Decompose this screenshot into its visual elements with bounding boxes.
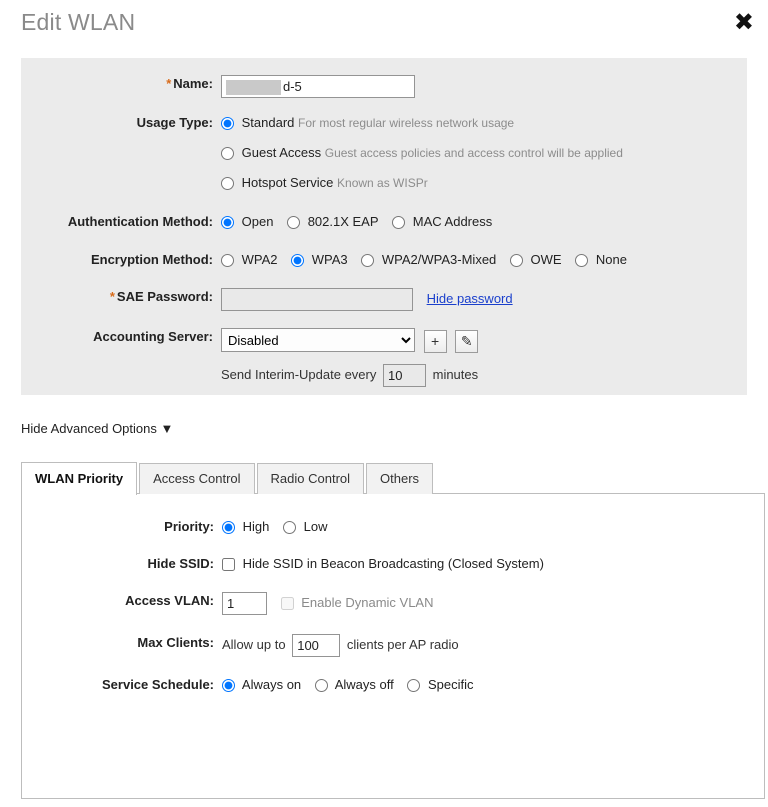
priority-low[interactable]	[283, 518, 327, 536]
hide-ssid-checkbox-label: Hide SSID in Beacon Broadcasting (Closed System)	[242, 556, 544, 571]
auth-open[interactable]	[221, 213, 273, 231]
service-schedule-row	[22, 676, 764, 694]
hide-ssid-checkbox-item[interactable]	[222, 555, 544, 573]
sae-password-row	[22, 288, 746, 311]
priority-low-label: Low	[303, 519, 328, 534]
tab-others[interactable]: Others	[366, 463, 433, 494]
encryption-method-row	[22, 251, 746, 269]
name-input[interactable]	[221, 75, 415, 98]
enable-dynamic-vlan-item[interactable]	[281, 594, 434, 612]
enc-wpa3-label: WPA3	[311, 252, 348, 267]
auth-8021x-eap-label: 802.1X EAP	[307, 214, 379, 229]
enc-owe-label: OWE	[530, 252, 562, 267]
usage-type-guest-access-hint: Guest access policies and access control will be applied	[324, 146, 623, 160]
service-schedule-always-on-label: Always on	[241, 677, 302, 692]
enc-none-label: None	[595, 252, 627, 267]
hide-password-link[interactable]: Hide password	[426, 290, 513, 306]
hide-ssid-row	[22, 555, 764, 573]
usage-type-hotspot-service[interactable]	[221, 174, 428, 192]
enc-none[interactable]	[575, 251, 627, 269]
page-title: Edit WLAN	[21, 9, 136, 35]
enc-none-radio[interactable]	[575, 254, 588, 267]
chevron-down-icon: ▼	[160, 421, 174, 436]
hide-ssid-label: Hide SSID:	[147, 556, 214, 571]
advanced-tabs	[21, 461, 765, 799]
access-vlan-input[interactable]	[222, 592, 267, 615]
name-input-value: d-5	[283, 79, 302, 94]
interim-update-prefix: Send Interim-Update every	[221, 366, 377, 382]
tab-panel-wlan-priority	[21, 493, 765, 799]
required-marker: *	[166, 76, 172, 91]
hide-advanced-options-label: Hide Advanced Options	[21, 421, 157, 436]
access-vlan-label: Access VLAN:	[125, 593, 214, 608]
enc-wpa3-radio[interactable]	[291, 254, 304, 267]
interim-update-input[interactable]	[383, 364, 426, 387]
usage-type-standard-radio[interactable]	[221, 117, 234, 130]
max-clients-suffix: clients per AP radio	[346, 636, 459, 652]
accounting-server-select[interactable]	[221, 328, 415, 352]
service-schedule-specific-label: Specific	[427, 677, 474, 692]
auth-open-radio[interactable]	[221, 216, 234, 229]
service-schedule-always-on-radio[interactable]	[222, 679, 235, 692]
tab-radio-control[interactable]: Radio Control	[257, 463, 365, 494]
sae-password-input[interactable]	[221, 288, 413, 311]
accounting-server-row	[22, 328, 746, 387]
authentication-method-row	[22, 213, 746, 231]
hide-advanced-options-toggle[interactable]	[21, 421, 173, 436]
tab-wlan-priority[interactable]: WLAN Priority	[21, 462, 137, 495]
enc-wpa2-label: WPA2	[241, 252, 278, 267]
enc-owe[interactable]	[510, 251, 562, 269]
enable-dynamic-vlan-checkbox[interactable]	[281, 597, 294, 610]
priority-high[interactable]	[222, 518, 269, 536]
usage-type-standard-hint: For most regular wireless network usage	[298, 116, 515, 130]
dialog-header	[0, 0, 768, 48]
max-clients-row	[22, 634, 764, 657]
max-clients-input[interactable]	[292, 634, 340, 657]
enc-wpa3[interactable]	[291, 251, 348, 269]
usage-type-guest-access-label: Guest Access	[241, 145, 322, 160]
edit-accounting-server-button[interactable]: ✎	[455, 330, 478, 353]
encryption-method-label: Encryption Method:	[90, 252, 213, 267]
required-marker: *	[109, 289, 115, 304]
name-row	[22, 75, 746, 98]
service-schedule-specific[interactable]	[407, 676, 473, 694]
enc-wpa2-wpa3-mixed[interactable]	[361, 251, 496, 269]
usage-type-hotspot-service-label: Hotspot Service	[241, 175, 334, 190]
access-vlan-row	[22, 592, 764, 615]
service-schedule-always-off-radio[interactable]	[315, 679, 328, 692]
service-schedule-always-on[interactable]	[222, 676, 301, 694]
enc-wpa2-radio[interactable]	[221, 254, 234, 267]
hide-ssid-checkbox[interactable]	[222, 558, 235, 571]
auth-mac-address-radio[interactable]	[392, 216, 405, 229]
tabstrip	[21, 461, 765, 494]
close-icon[interactable]: ✖	[733, 8, 754, 36]
sae-password-label: * SAE Password:	[109, 289, 213, 304]
priority-high-label: High	[242, 519, 270, 534]
max-clients-prefix: Allow up to	[222, 636, 286, 652]
enable-dynamic-vlan-label: Enable Dynamic VLAN	[301, 594, 434, 610]
max-clients-label: Max Clients:	[137, 635, 214, 650]
usage-type-hotspot-service-hint: Known as WISPr	[337, 176, 428, 190]
usage-type-hotspot-service-radio[interactable]	[221, 177, 234, 190]
priority-low-radio[interactable]	[283, 521, 296, 534]
priority-label: Priority:	[164, 519, 214, 534]
usage-type-row	[22, 114, 746, 192]
enc-wpa2[interactable]	[221, 251, 278, 269]
service-schedule-always-off-label: Always off	[334, 677, 394, 692]
auth-mac-address[interactable]	[392, 213, 492, 231]
usage-type-guest-access[interactable]	[221, 144, 623, 162]
accounting-server-label: Accounting Server:	[93, 329, 213, 344]
enc-wpa2-wpa3-mixed-radio[interactable]	[361, 254, 374, 267]
usage-type-standard[interactable]	[221, 114, 514, 132]
basic-settings-panel	[21, 58, 747, 395]
service-schedule-always-off[interactable]	[315, 676, 394, 694]
enc-owe-radio[interactable]	[510, 254, 523, 267]
usage-type-standard-label: Standard	[241, 115, 295, 130]
auth-8021x-eap-radio[interactable]	[287, 216, 300, 229]
authentication-method-label: Authentication Method:	[67, 214, 213, 229]
add-accounting-server-button[interactable]: +	[424, 330, 447, 353]
priority-row	[22, 518, 764, 536]
service-schedule-label: Service Schedule:	[102, 677, 214, 692]
enc-wpa2-wpa3-mixed-label: WPA2/WPA3-Mixed	[381, 252, 497, 267]
name-masked-prefix	[226, 80, 281, 95]
auth-mac-address-label: MAC Address	[412, 214, 493, 229]
name-label: * Name:	[166, 76, 213, 91]
interim-update-suffix: minutes	[432, 366, 479, 382]
auth-8021x-eap[interactable]	[287, 213, 378, 231]
service-schedule-specific-radio[interactable]	[407, 679, 420, 692]
auth-open-label: Open	[241, 214, 274, 229]
usage-type-guest-access-radio[interactable]	[221, 147, 234, 160]
tab-access-control[interactable]: Access Control	[139, 463, 254, 494]
usage-type-label: Usage Type:	[136, 115, 213, 130]
priority-high-radio[interactable]	[222, 521, 235, 534]
